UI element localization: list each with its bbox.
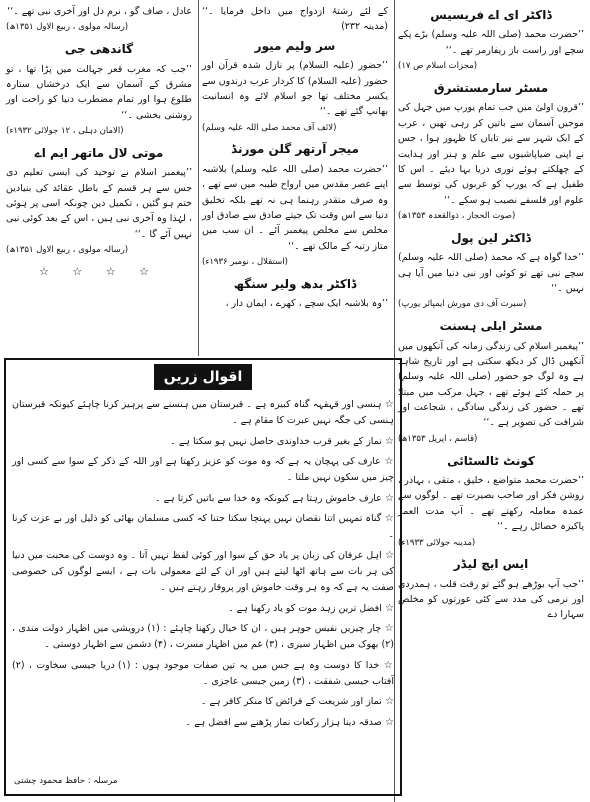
- compiler-credit: مرسلہ : حافظ محمود چشتی: [14, 776, 118, 786]
- star-icon: ☆: [379, 659, 394, 671]
- source-reference: (رسالہ مولوی ، ربیع الاول ۱۳۵۱ھ): [6, 245, 129, 256]
- author-heading: کونٹ ٹالسٹائی: [447, 453, 535, 468]
- saying-item: [12, 693, 394, 710]
- saying-item: [12, 453, 394, 487]
- source-reference: (سیرت آف دی مورش ایمپائر یورپ): [398, 299, 527, 310]
- saying-text: نماز کے بغیر قرب خداوندی حاصل نہیں ہو سکتا ہے ۔: [170, 435, 382, 447]
- saying-text: خدا کا دوست وہ ہے جس میں یہ تین صفات موجود ہوں : (۱) دریا جیسی سخاوت ، (۲) آفتاب جیسی شفقت ، (۳) زمین جیسی عاجزی ۔: [12, 659, 394, 687]
- saying-text: گناہ تمہیں اتنا نقصان نہیں پہنچا سکتا جتنا کہ کسی مسلمان بھائی کو ذلیل اور بے عزت کرنا ۔: [12, 512, 394, 541]
- saying-text: ہنسی اور قہقہہ گناہ کبیرہ ہے ۔ قبرستان میں ہنسنے سے پرہیز کرنا چاہئے کیونکہ قبرستان ہنسی کی جگہ نہیں عبرت کا مقام ہے ۔: [12, 399, 394, 427]
- column-middle: [202, 4, 388, 314]
- author-heading: ڈاکٹر ای اے فریسیس: [430, 8, 552, 22]
- author-heading: سر ولیم میور: [254, 38, 336, 53]
- quote-paragraph: ’’وہ بلاشبہ ایک سچے ، کھرے ، ایمان دار ،: [225, 298, 388, 310]
- quote-paragraph: ’’پیغمبر اسلام کی زندگی زمانہ کی آنکھوں میں آنکھیں ڈال کر دیکھ سکتی ہے اور تاریخ شاہد ہے وہ لوگ جو حضور (صلی اللہ علیہ وسلم) پر حملہ کئے ہوئے تھے ، جہل مرکب میں مبتلا تھے ۔ حضور کی زندگی سادگی ، شجاعت اور شرافت کی تصویر ہے ۔‘‘: [398, 340, 584, 429]
- quote-paragraph: ’’قرون اولیٰ میں جب تمام یورپ میں جہل کی موجیں آسمان سے باتیں کر رہی تھیں ، عرب کے ایک شہر سے نیر تاباں کا ظہور ہوا ، جس نے اپنی ضیاپاشیوں سے علم و ہنر اور ہدایت کے چھلکتے ہوئے نوری دریا بہا دیئے ۔ اس کا طفیل ہے کہ یورپ کو عربوں کی توسط سے علوم اور فلسفے نصیب ہو سکے ۔‘‘: [398, 102, 584, 206]
- quote-paragraph: ’’پیغمبر اسلام نے توحید کی ایسی تعلیم دی جس سے ہر قسم کے باطل عقائد کی بنیادیں ختم ہو گئیں ، تکمیل دین چونکہ اسی پر ہوئی ، لہٰذا وہ آخری نبی ہیں ، اس کے بعد کوئی نبی نہیں آئے گا ۔‘‘: [6, 167, 192, 240]
- author-heading: مسٹر ایلی ہسنت: [439, 319, 543, 334]
- source-reference: (مجزات اسلام ص ۱۷): [398, 61, 478, 72]
- star-icon: ☆: [381, 622, 394, 634]
- saying-item: [12, 490, 394, 507]
- author-heading: مسٹر سارمستشرق: [433, 80, 549, 95]
- quote-paragraph: ’’حضرت محمد متواضع ، خلیق ، متقی ، بہادر ، روشن فکر اور صاحب بصیرت تھے ۔ لوگوں سے عمدہ معاملہ رکھتے تھے ۔ آپ مدت العمر پاکیزہ خصائل رہے ۔‘‘: [398, 475, 584, 533]
- star-icon: ☆: [381, 602, 394, 614]
- saying-item: [12, 657, 394, 691]
- golden-sayings-box: [4, 358, 402, 796]
- author-heading: ڈاکٹر لین پول: [451, 230, 531, 245]
- saying-text: اہل عرفان کی زبان پر یاد حق کے سوا اور کوئی لفظ نہیں آتا ۔ وہ دوست کی محبت میں دنیا کی ہر بات سے ہاتھ اٹھا لیتے ہیں اور ان کے لئے معمولی بات ہے ، ایسے لوگوں کی خصوصی صفت یہ ہے کہ وہ ہر وقت خاموش اور پروقار رہتے ہیں ۔: [12, 549, 394, 594]
- star-icon: ☆: [381, 512, 394, 524]
- saying-item: [12, 396, 394, 430]
- star-icon: ☆: [380, 455, 394, 467]
- star-icon: ☆: [381, 549, 394, 561]
- saying-text: چار چیزیں نفیس جوہر ہیں ، ان کا خیال رکھنا چاہئے : (۱) درویشی میں اظہار دولت مندی ، (۲) بھوک میں اظہار سیری ، (۳) غم میں اظہار مسرت ، (۴) دشمن سے اظہار دوستی ۔: [12, 622, 394, 651]
- author-heading: گاندھی جی: [64, 42, 134, 57]
- author-heading: موتی لال ماتھر ایم اے: [34, 145, 164, 160]
- quote-paragraph: کے لئے رشتۂ ازدواج میں داخل فرمایا ۔‘‘ (مدینہ ۲۳۲): [202, 6, 388, 33]
- source-reference: (رسالہ مولوی ، ربیع الاول ۱۳۵۱ھ): [6, 22, 129, 33]
- quote-paragraph: ’’حضرت محمد (صلی اللہ علیہ وسلم) بلاشبہ اپنے عصر مقدس میں ارواح طیبہ میں سے تھے ، وہ صرف متقدر رہنما ہی نہ تھے بلکہ تخلیق دنیا سے اس وقت تک جیتے صادق سے صادق اور مخلص سے مخلص پیغمبر آئے ۔ ان سب میں متاز رتبہ کے مالک تھے ۔‘‘: [202, 163, 388, 252]
- quote-paragraph: ’’جب کہ مغرب قعر جہالت میں پڑا تھا ، تو مشرق کے آسمان سے ایک درخشاں ستارہ طلوع ہوا اور تمام مضطرب دنیا کو راحت اور روشنی بخشی ۔‘‘: [6, 63, 192, 121]
- column-left: [6, 4, 192, 281]
- quotes-list: [12, 396, 394, 731]
- column-divider: [198, 0, 199, 356]
- star-icon: ☆: [381, 435, 394, 447]
- source-reference: (الامان دہلی ، ۱۲ جولائی ۱۹۳۲ء): [6, 126, 124, 137]
- source-reference: (لائف آف محمد صلی اللہ علیہ وسلم): [202, 122, 337, 133]
- saying-item: [12, 510, 394, 544]
- quote-paragraph: عادل ، صاف گو ، نرم دل اور آخری نبی تھے ۔‘‘: [7, 6, 192, 17]
- source-reference: (استقلال ، نومبر ۱۹۳۶ء): [202, 257, 288, 268]
- saying-item: [12, 600, 394, 617]
- saying-item: [12, 620, 394, 654]
- star-icon: ☆: [381, 716, 394, 728]
- quote-paragraph: ’’خدا گواہ ہے کہ محمد (صلی اللہ علیہ وسلم) سچے نبی تھے تو کوئی اور نبی دنیا میں آیا ہی نہیں ۔‘‘: [398, 252, 584, 294]
- quote-paragraph: ’’جب آپ بوڑھے ہو گئے تو رقت قلب ، ہمدردی اور نرمی کی مدد سے کئی عورتوں کو مخلص سہارا دے: [398, 578, 584, 621]
- source-reference: (مدینہ جولائی ۱۹۳۳ء): [398, 537, 476, 548]
- saying-item: [12, 547, 394, 597]
- source-reference: (صوت الحجاز ، ذوالقعدہ ۱۳۵۳ھ): [398, 211, 516, 222]
- saying-text: عارف خاموش رہتا ہے کیونکہ وہ خدا سے باتیں کرتا ہے ۔: [155, 492, 382, 504]
- saying-item: [12, 714, 394, 731]
- star-icon: ☆: [381, 696, 394, 708]
- author-heading: ایس ایچ لیڈر: [453, 557, 529, 572]
- star-icon: ☆: [381, 399, 394, 410]
- source-reference: (قاسم ، اپریل ۱۳۵۳ھ): [398, 433, 478, 444]
- saying-item: [12, 433, 394, 450]
- box-title: اقوال زریں: [154, 364, 252, 390]
- saying-text: نماز اور شریعت کے فرائض کا منکر کافر ہے ۔: [200, 696, 382, 708]
- author-heading: ڈاکٹر بدھ ولیر سنگھ: [233, 276, 357, 291]
- star-icon: ☆: [381, 492, 394, 504]
- star-separator: ☆ ☆ ☆ ☆: [39, 264, 159, 278]
- saying-text: صدقہ دینا ہزار رکعات نماز پڑھنے سے افضل ہے ۔: [185, 716, 382, 728]
- author-heading: میجر آرتھر گلن مورنڈ: [231, 142, 359, 157]
- column-right: [398, 4, 584, 625]
- saying-text: عارف کی پہچان یہ ہے کہ وہ موت کو عزیز رکھتا ہے اور اللہ کے ذکر کے سوا سے کسی اور چیز میں سکون نہیں ملتا ۔: [12, 455, 394, 484]
- quote-paragraph: ’’حضرت محمد (صلی اللہ علیہ وسلم) بڑے پکے سچے اور راست باز ریفارمر تھے ۔‘‘: [398, 29, 584, 56]
- saying-text: افضل ترین زہد موت کو یاد رکھنا ہے ۔: [228, 602, 382, 614]
- quote-paragraph: ’’حضور (علیہ السلام) پر نازل شدہ قرآن اور حضور (علیہ السلام) کا کردار عرب درندوں سے یکسر مختلف تھا جو اسلام لائے وہ انسانیت بھانپ گئے تھے ۔‘‘: [202, 60, 388, 118]
